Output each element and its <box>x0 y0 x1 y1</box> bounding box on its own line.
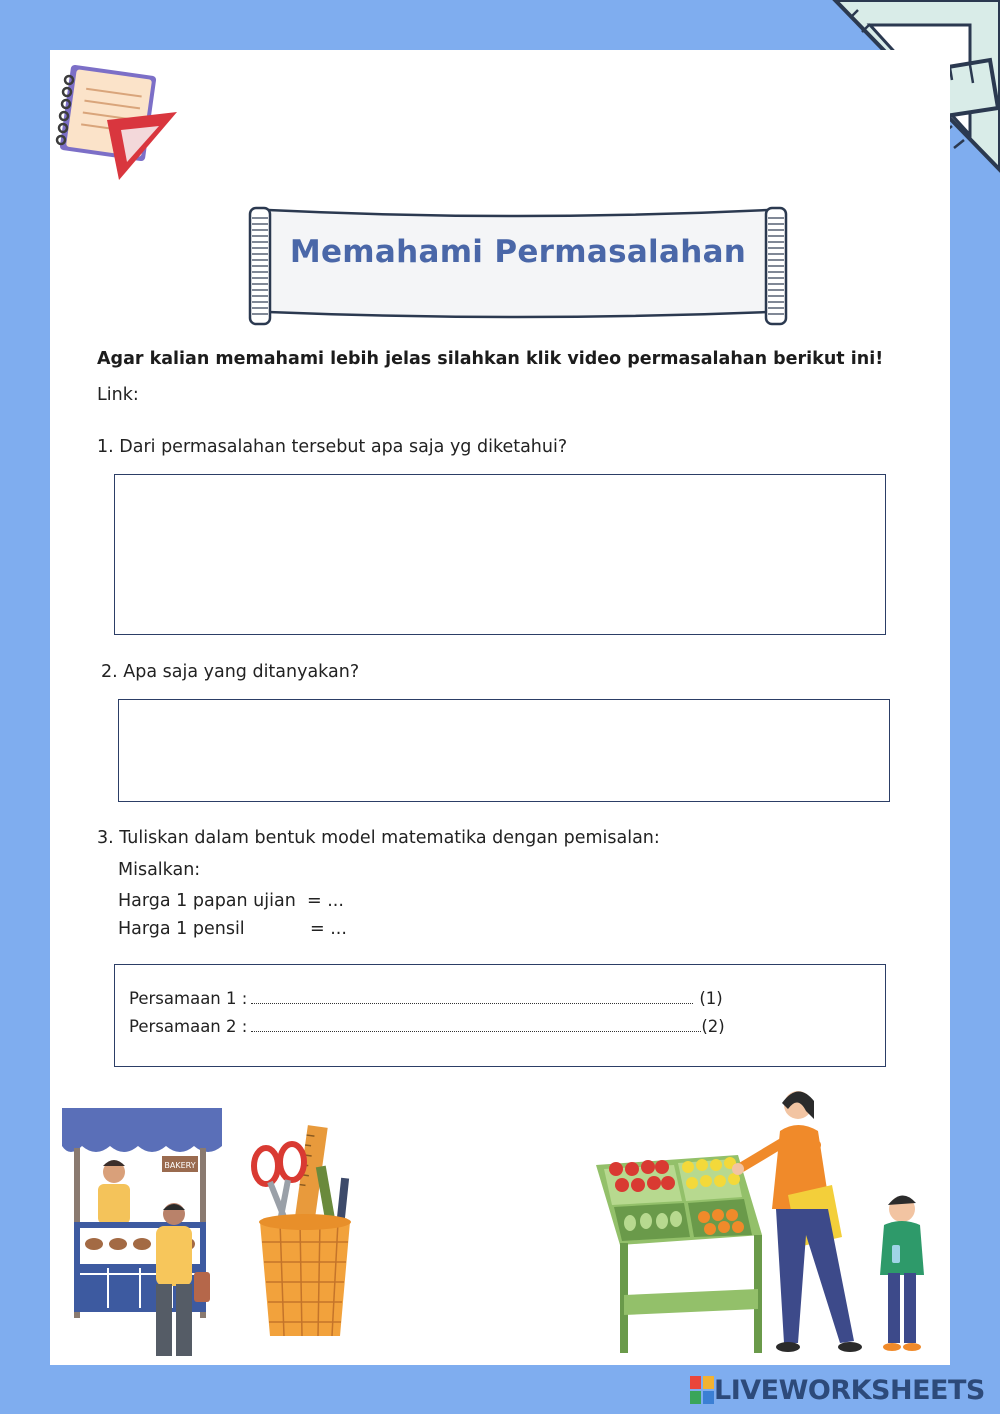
equation-1-blank[interactable] <box>251 991 693 1004</box>
equation-2-blank[interactable] <box>251 1019 701 1032</box>
liveworksheets-watermark <box>690 1372 985 1408</box>
notebook-icon <box>55 62 180 182</box>
equation-2-label: Persamaan 2 : <box>129 1017 248 1036</box>
let-row-1-label: Harga 1 papan ujian <box>118 891 296 911</box>
let-heading: Misalkan: <box>118 860 201 880</box>
let-row-2-value: = ... <box>310 919 347 939</box>
let-row-2-label: Harga 1 pensil <box>118 919 245 939</box>
title-banner <box>248 204 788 328</box>
intro-instruction: Agar kalian memahami lebih jelas silahkan klik video permasalahan berikut ini! <box>97 349 884 369</box>
equation-1-number: (1) <box>699 989 723 1008</box>
pencil-cup-illustration <box>248 1122 362 1340</box>
watermark-text: LIVEWORKSHEETS <box>714 1374 985 1406</box>
bakery-stall-illustration <box>58 1102 228 1364</box>
question-3: 3. Tuliskan dalam bentuk model matematika dengan pemisalan: <box>97 828 660 848</box>
link-label: Link: <box>97 385 139 405</box>
page-title: Memahami Permasalahan <box>289 234 747 270</box>
equation-1-label: Persamaan 1 : <box>129 989 248 1008</box>
liveworksheets-logo-icon <box>690 1376 714 1404</box>
equation-row-1 <box>129 989 723 1008</box>
bakery-sign-text: BAKERY <box>164 1161 196 1170</box>
equation-row-2 <box>129 1017 725 1036</box>
let-row-1-value: = ... <box>307 891 344 911</box>
answer-box-2[interactable] <box>118 699 890 802</box>
question-1: 1. Dari permasalahan tersebut apa saja yg diketahui? <box>97 437 568 457</box>
equation-2-number: (2) <box>701 1017 725 1036</box>
equation-box <box>114 964 886 1067</box>
answer-box-1[interactable] <box>114 474 886 635</box>
question-2: 2. Apa saja yang ditanyakan? <box>101 662 360 682</box>
fruit-stall-illustration <box>592 1085 937 1360</box>
